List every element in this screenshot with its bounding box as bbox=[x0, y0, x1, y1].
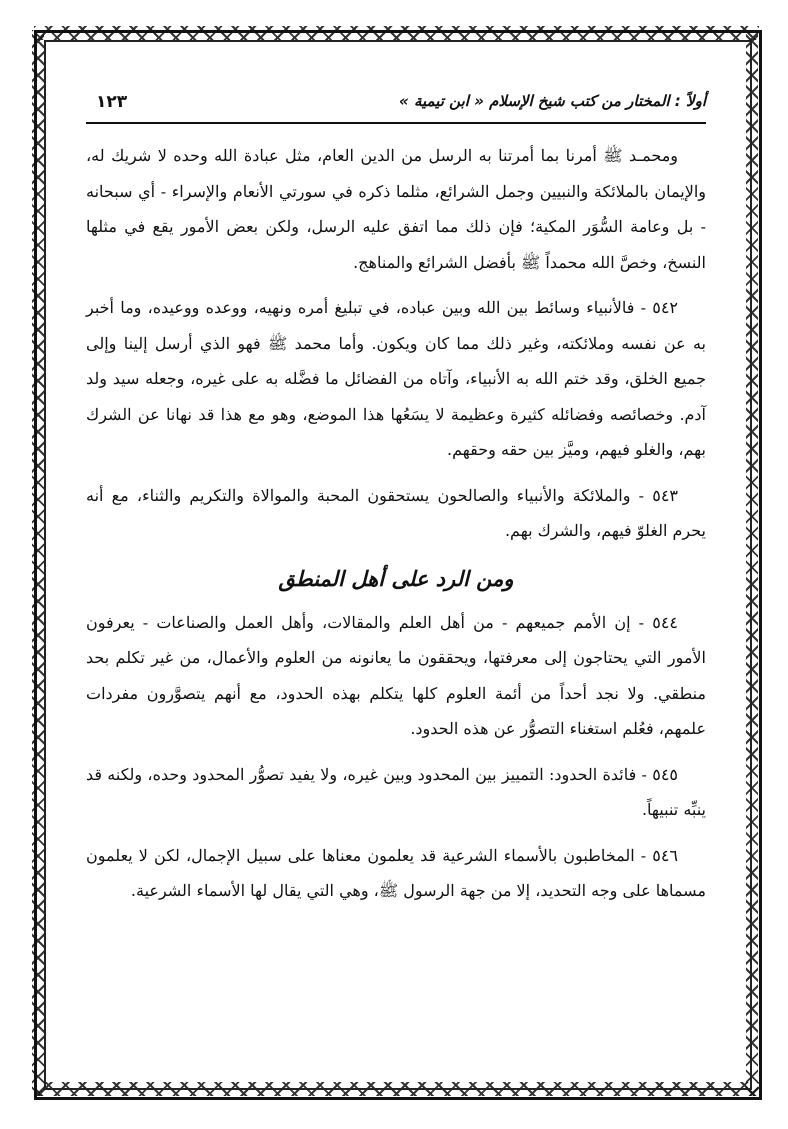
paragraph-545: ٥٤٥ - فائدة الحدود: التمييز بين المحدود وبين غيره، ولا يفيد تصوُّر المحدود وحده، ولكنه قد ينبِّه تنبيهاً. bbox=[86, 764, 706, 819]
page-content bbox=[86, 86, 706, 1056]
paragraph-546: ٥٤٦ - المخاطبون بالأسماء الشرعية قد يعلمون معناها على سبيل الإجمال، لكن لا يعلمون مسماها على وجه التحديد، إلا من جهة الرسول ﷺ، وهي التي يقال لها الأسماء الشرعية. bbox=[86, 845, 706, 900]
paragraph-543: ٥٤٣ - والملائكة والأنبياء والصالحون يستحقون المحبة والموالاة والتكريم والثناء، مع أنه يحرم الغلوّ فيهم، والشرك بهم. bbox=[86, 485, 706, 540]
paragraph-541-continuation: ومحمـد ﷺ أمرنا بما أمرتنا به الرسل من الدين العام، مثل عبادة الله وحده لا شريك له، والإيمان بالملائكة والنبيين وجمل الشرائع، مثلما ذكره في سورتي الأنعام والإسراء - أي سبحانه - بل وعامة السُّوَر المكية؛ فإن ذلك مما اتفق عليه الرسل، ولكن بعض الأمور يقع في مثلها النسخ، وخصَّ الله محمداً ﷺ بأفضل الشرائع والمناهج. bbox=[86, 146, 706, 272]
paragraph-544: ٥٤٤ - إن الأمم جميعهم - من أهل العلم والمقالات، وأهل العمل والصناعات - يعرفون الأمور التي يحتاجون إلى معرفتها، ويحققون ما يعانونه من العلوم والأعمال، من غير تكلم بحد منطقي. ولا نجد أحداً من أئمة العلوم كلها يتكلم بهذه الحدود، مع أنهم يتصوَّرون مفردات علمهم، فعُلم استغناء التصوُّر عن هذه الحدود. bbox=[86, 612, 706, 738]
running-title: أولاً : المختار من كتب شيخ الإسلام « ابن تيمية » bbox=[399, 92, 706, 110]
page-number: ١٢٣ bbox=[96, 92, 128, 112]
paragraph-542: ٥٤٢ - فالأنبياء وسائط بين الله وبين عباده، في تبليغ أمره ونهيه، ووعده ووعيده، وما أخبر به عن نفسه وملائكته، وغير ذلك مما كان ويكون. وأما محمد ﷺ فهو الذي أرسل إلينا وإلى جميع الخلق، وقد ختم الله به الأنبياء، وآتاه من الفضائل ما فضَّله به على غيره، وجعله سيد ولد آدم. وخصائصه وفضائله كثيرة وعظيمة لا يسَعُها هذا الموضع، وهو مع هذا قد نهانا عن الشرك بهم، والغلو فيهم، وميَّز بين حقه وحقهم. bbox=[86, 298, 707, 459]
page-header bbox=[86, 86, 706, 124]
section-heading: ومن الرد على أهل المنطق bbox=[278, 566, 514, 591]
